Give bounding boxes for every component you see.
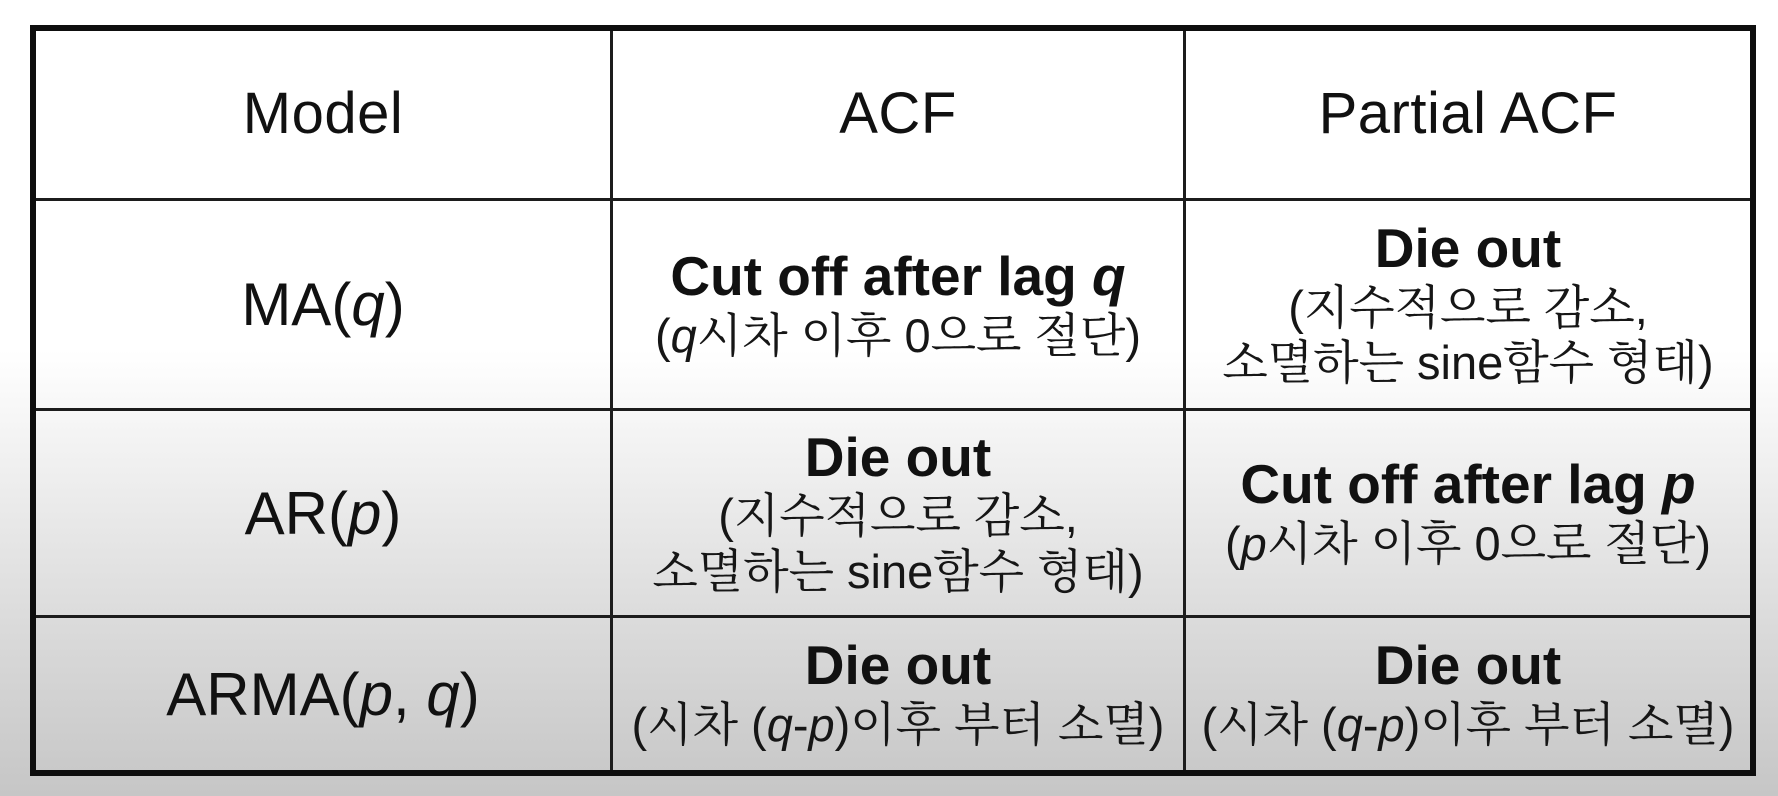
ma-pacf-sub-2: 소멸하는 sine함수 형태) <box>1222 336 1714 390</box>
header-cell-acf <box>613 31 1186 201</box>
arma-pacf-main: Die out <box>1374 634 1562 697</box>
model-label-arma: ARMA(p, q) <box>166 660 480 728</box>
ma-pacf-sub-1: (지수적으로 감소, <box>1288 280 1648 334</box>
ar-pacf-sub: (p시차 이후 0으로 절단) <box>1225 517 1711 571</box>
header-cell-partial-acf <box>1186 31 1750 201</box>
cell-ma-model <box>36 201 613 411</box>
model-label-ar: AR(p) <box>244 479 402 547</box>
cell-ma-acf <box>613 201 1186 411</box>
arma-acf-main: Die out <box>804 634 992 697</box>
cell-ar-model <box>36 411 613 618</box>
ar-acf-sub-2: 소멸하는 sine함수 형태) <box>652 544 1144 598</box>
ma-acf-sub: (q시차 이후 0으로 절단) <box>655 308 1141 362</box>
header-label-partial-acf: Partial ACF <box>1318 81 1618 147</box>
cell-arma-acf <box>613 618 1186 770</box>
ma-pacf-main: Die out <box>1374 217 1562 280</box>
cell-arma-pacf <box>1186 618 1750 770</box>
model-label-ma: MA(q) <box>241 271 405 338</box>
header-cell-model <box>36 31 613 201</box>
cell-arma-model <box>36 618 613 770</box>
header-label-acf: ACF <box>839 81 957 147</box>
cell-ma-pacf <box>1186 201 1750 411</box>
ma-acf-main: Cut off after lag q <box>670 244 1126 307</box>
cell-ar-pacf <box>1186 411 1750 618</box>
ar-acf-sub-1: (지수적으로 감소, <box>718 489 1078 543</box>
arma-acf-sub: (시차 (q-p)이후 부터 소멸) <box>631 698 1165 752</box>
ar-acf-main: Die out <box>804 425 992 488</box>
cell-ar-acf <box>613 411 1186 618</box>
header-label-model: Model <box>242 81 404 147</box>
ar-pacf-main: Cut off after lag p <box>1240 453 1696 516</box>
acf-pacf-comparison-table <box>30 25 1756 776</box>
arma-pacf-sub: (시차 (q-p)이후 부터 소멸) <box>1201 698 1735 752</box>
